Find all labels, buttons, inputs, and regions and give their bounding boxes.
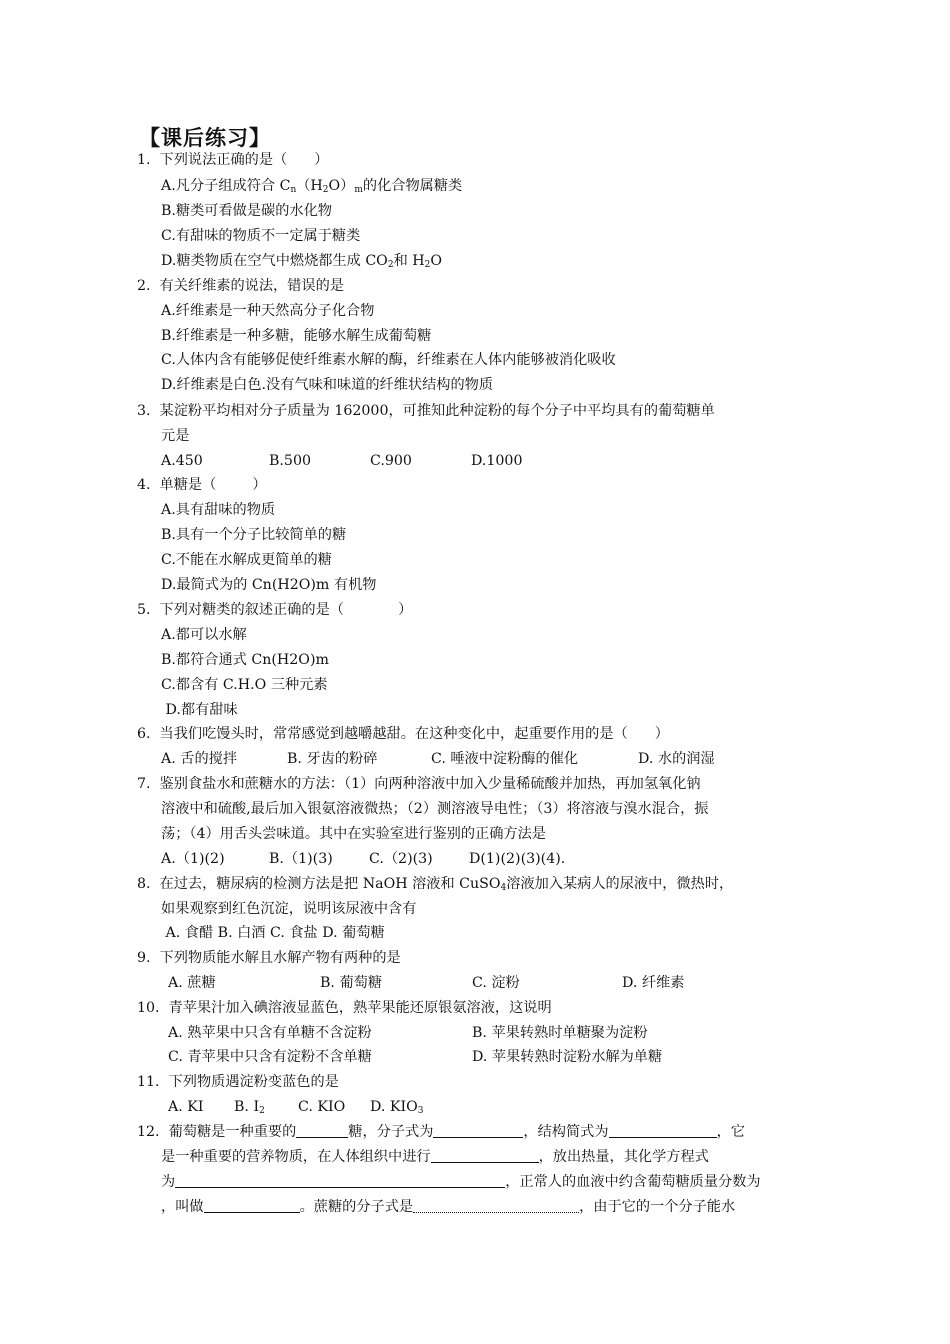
q4-stem: 4. 单糖是（ ） — [137, 477, 267, 493]
blank-structural-formula[interactable] — [609, 1122, 717, 1138]
q9-option-d: D. 纤维素 — [622, 975, 685, 991]
q5-option-a: A.都可以水解 — [161, 627, 247, 643]
q7-option-c: C.（2)(3) — [369, 851, 433, 867]
q7-option-a: A.（1)(2) — [161, 851, 225, 867]
q3-option-a: A.450 — [161, 453, 203, 469]
q10-option-a: A. 熟苹果中只含有单糖不含淀粉 — [168, 1025, 372, 1041]
q9-option-b: B. 葡萄糖 — [320, 975, 383, 991]
q5-option-b: B.都符合通式 Cn(H2O)m — [161, 652, 329, 668]
q3-stem-cont: 元是 — [161, 428, 190, 444]
q5-option-c: C.都含有 C.H.O 三种元素 — [161, 677, 328, 693]
q5-option-d: D.都有甜味 — [161, 702, 238, 718]
q6-stem: 6. 当我们吃馒头时，常常感觉到越嚼越甜。在这种变化中，起重要作用的是（ ） — [137, 726, 669, 742]
q3-option-d: D.1000 — [471, 453, 523, 469]
q6-option-a: A. 舌的搅拌 — [161, 751, 238, 767]
blank-name[interactable] — [204, 1197, 300, 1213]
q6-option-d: D. 水的润湿 — [638, 751, 715, 767]
q11-option-d: D. $KIO_3$ — [370, 1099, 424, 1116]
blank-chemical-equation[interactable] — [175, 1172, 505, 1188]
q6-option-c: C. 唾液中淀粉酶的催化 — [431, 751, 579, 767]
q11-stem: 11. 下列物质遇淀粉变蓝色的是 — [137, 1074, 339, 1090]
q10-option-d: D. 苹果转熟时淀粉水解为单糖 — [472, 1049, 663, 1065]
q10-option-b: B. 苹果转熟时单糖聚为淀粉 — [472, 1025, 648, 1041]
q2-option-c: C.人体内含有能够促使纤维素水解的酶，纤维素在人体内能够被消化吸收 — [161, 352, 616, 368]
q1-option-d: D.糖类物质在空气中燃烧都生成 $CO_2$和 $H_2O$ — [161, 253, 443, 270]
section-title: 【课后练习】 — [139, 126, 271, 150]
q4-option-c: C.不能在水解成更简单的糖 — [161, 552, 332, 568]
q7-stem-line2: 溶液中和硫酸,最后加入银氨溶液微热；（2）测溶液导电性；（3）将溶液与溴水混合，振 — [161, 801, 709, 817]
blank-process[interactable] — [431, 1147, 539, 1163]
q8-stem-line1: 8. 在过去，糖尿病的检测方法是把 NaOH 溶液和 CuSO$_4$溶液加入某病人的尿液中，微热时， — [137, 876, 734, 893]
q2-stem: 2. 有关纤维素的说法，错误的是 — [137, 278, 344, 294]
q1-option-a: A.凡分子组成符合 $C_n(H_2O)_m$的化合物属糖类 — [161, 178, 463, 195]
q1-option-b: B.糖类可看做是碳的水化物 — [161, 203, 332, 219]
q7-stem-line3: 荡；（4）用舌头尝味道。其中在实验室进行鉴别的正确方法是 — [161, 826, 546, 842]
q7-option-d: D(1)(2)(3)(4). — [469, 851, 566, 867]
q2-option-b: B.纤维素是一种多糖，能够水解生成葡萄糖 — [161, 328, 432, 344]
q10-option-c: C. 青苹果中只含有淀粉不含单糖 — [168, 1049, 372, 1065]
q4-option-a: A.具有甜味的物质 — [161, 502, 276, 518]
q1-stem: 1. 下列说法正确的是（ ） — [137, 152, 329, 168]
q10-stem: 10. 青苹果汁加入碘溶液显蓝色，熟苹果能还原银氨溶液，这说明 — [137, 1000, 552, 1016]
q11-option-b: B. $I_2$ — [234, 1099, 265, 1116]
q12-line2: 是一种重要的营养物质，在人体组织中进行 ，放出热量，其化学方程式 — [161, 1149, 709, 1165]
q9-stem: 9. 下列物质能水解且水解产物有两种的是 — [137, 950, 401, 966]
q4-option-d: D.最简式为的 Cn(H2O)m 有机物 — [161, 577, 377, 593]
q1-option-c: C.有甜味的物质不一定属于糖类 — [161, 228, 361, 244]
q7-option-b: B.（1)(3) — [269, 851, 333, 867]
q3-option-c: C.900 — [370, 453, 412, 469]
q2-option-d: D.纤维素是白色.没有气味和味道的纤维状结构的物质 — [161, 377, 494, 393]
q12-line3: 为 ，正常人的血液中约含葡萄糖质量分数为 — [161, 1174, 761, 1190]
q2-option-a: A.纤维素是一种天然高分子化合物 — [161, 303, 375, 319]
q12-line4: ，叫做 。蔗糖的分子式是 ，由于它的一个分子能水 — [161, 1199, 736, 1215]
q9-option-a: A. 蔗糖 — [168, 975, 216, 991]
q11-option-c: C. KIO — [298, 1099, 346, 1115]
q11-option-a: A. KI — [168, 1099, 204, 1115]
q3-option-b: B.500 — [269, 453, 312, 469]
q8-stem-line2: 如果观察到红色沉淀，说明该尿液中含有 — [161, 901, 417, 917]
blank-molecular-formula[interactable] — [433, 1122, 523, 1138]
q9-option-c: C. 淀粉 — [472, 975, 520, 991]
q5-stem: 5. 下列对糖类的叙述正确的是（ ） — [137, 602, 413, 618]
blank-sugar-type[interactable] — [296, 1122, 348, 1138]
q7-stem-line1: 7. 鉴别食盐水和蔗糖水的方法：（1）向两种溶液中加入少量稀硫酸并加热，再加氢氧化钠 — [137, 776, 701, 792]
q3-stem: 3. 某淀粉平均相对分子质量为 162000，可推知此种淀粉的每个分子中平均具有的葡萄糖单 — [137, 403, 715, 419]
q8-options: A. 食醋 B. 白酒 C. 食盐 D. 葡萄糖 — [161, 925, 385, 941]
q4-option-b: B.具有一个分子比较简单的糖 — [161, 527, 347, 543]
q12-line1: 12. 葡萄糖是一种重要的 糖，分子式为 ，结构简式为 ，它 — [137, 1124, 745, 1140]
q6-option-b: B. 牙齿的粉碎 — [287, 751, 378, 767]
blank-sucrose-formula[interactable] — [413, 1197, 579, 1213]
